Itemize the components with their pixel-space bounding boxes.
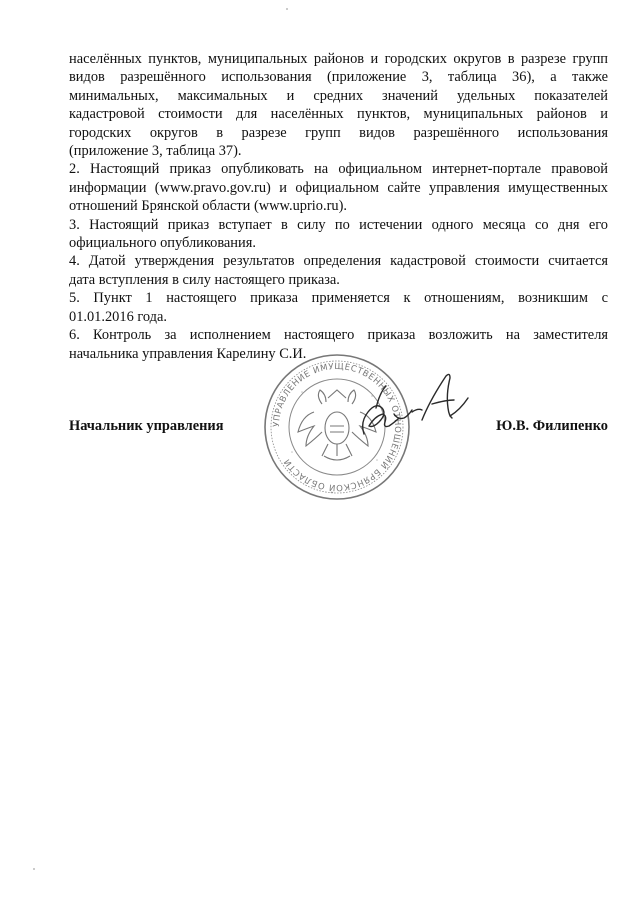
paragraph-4 bbox=[69, 252, 608, 289]
signatory-position: Начальник управления bbox=[69, 418, 224, 434]
paragraph-1 bbox=[69, 50, 608, 160]
text-line: официального опубликования. bbox=[69, 235, 256, 252]
text-line: 4. Датой утверждения результатов определения кадастровой стоимости считается bbox=[69, 253, 608, 270]
seal-ring-text: УПРАВЛЕНИЕ ИМУЩЕСТВЕННЫХ ОТНОШЕНИЙ БРЯНСКОЙ ОБЛАСТИ bbox=[271, 361, 403, 493]
text-line: 6. Контроль за исполнением настоящего приказа возложить на заместителя bbox=[69, 327, 608, 344]
scan-speck bbox=[286, 8, 288, 10]
paragraph-2 bbox=[69, 160, 608, 215]
text-line: видов разрешённого использования (приложение 3, таблица 36), а также bbox=[69, 69, 608, 86]
text-line: 3. Настоящий приказ вступает в силу по истечении одного месяца со дня его bbox=[69, 216, 608, 233]
text-line: отношений Брянской области (www.uprio.ru). bbox=[69, 198, 347, 215]
text-line: городских округов в разрезе групп видов разрешённого использования bbox=[69, 124, 608, 141]
order-text bbox=[69, 50, 608, 363]
scan-speck bbox=[33, 868, 35, 870]
text-line: 01.01.2016 года. bbox=[69, 308, 167, 325]
text-line: кадастровой стоимости для населённых пунктов, муниципальных районов и bbox=[69, 106, 608, 123]
handwritten-signature-icon bbox=[350, 368, 480, 448]
text-line: населённых пунктов, муниципальных районов и городских округов в разрезе групп bbox=[69, 51, 608, 67]
paragraph-3 bbox=[69, 216, 608, 253]
text-line: 2. Настоящий приказ опубликовать на официальном интернет-портале правовой bbox=[69, 161, 608, 178]
paragraph-5 bbox=[69, 289, 608, 326]
signatory-name: Ю.В. Филипенко bbox=[496, 418, 608, 434]
text-line: (приложение 3, таблица 37). bbox=[69, 143, 242, 160]
text-line: 5. Пункт 1 настоящего приказа применяется к отношениям, возникшим с bbox=[69, 290, 608, 307]
text-line: дата вступления в силу настоящего приказа. bbox=[69, 271, 340, 288]
text-line: начальника управления Карелину С.И. bbox=[69, 345, 307, 362]
text-line: информации (www.pravo.gov.ru) и официальном сайте управления имущественных bbox=[69, 179, 608, 196]
text-line: минимальных, максимальных и средних значений удельных показателей bbox=[69, 87, 608, 104]
